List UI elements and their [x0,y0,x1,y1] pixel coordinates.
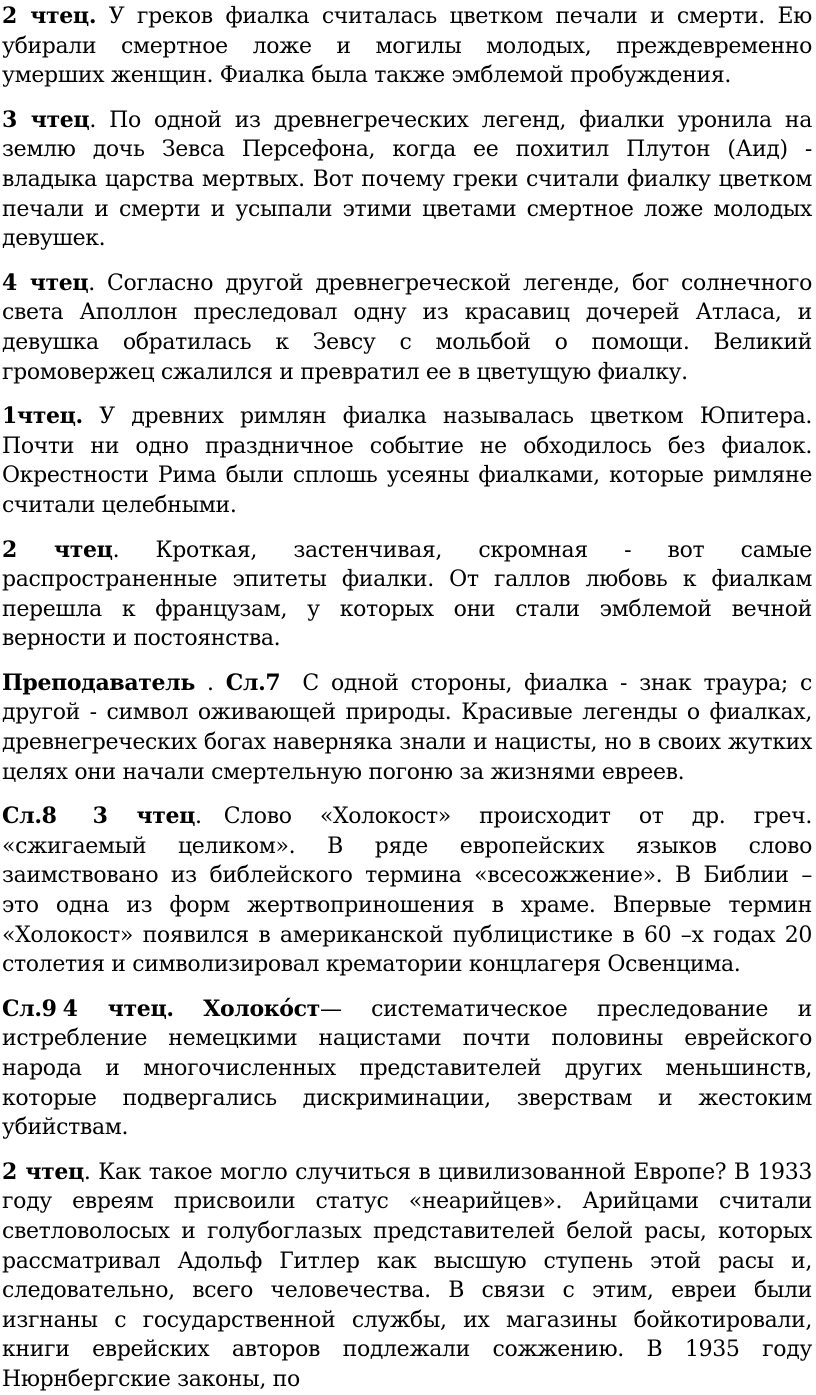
paragraph-reader-2-epithets [2,536,812,654]
term-label: Холоко́ст [203,995,320,1022]
slide-label: Сл.8 [2,803,57,830]
paragraph-text: — систематическое преследование и истребление немецкими нацистами почти половины еврейского народа и многочисленных представителей других меньшинств, которые подвергались дискриминации, зверствам и жестоким убийствам. [2,996,812,1141]
speaker-label: 2 чтец. [2,3,97,29]
paragraph-text: С одной стороны, фиалка - знак траура; с другой - символ оживающей природы. Красивые легенды о фиалках, древнегреческих богах наверняка знали и нацисты, но в своих жутких целях они начали смертельную погоню за жизнями евреев. [2,670,812,785]
paragraph-text: Слово «Холокост» происходит от др. греч. «сжигаемый целиком». В ряде европейских языков слово заимствовано из библейского термина «всесожжение». В Библии – это одна из форм жертвоприношения в храме. Впервые термин «Холокост» появился в американской публицистике в 60 –х годах 20 столетия и символизировал крематории концлагеря Освенцима. [2,804,812,978]
paragraph-text: . Кроткая, застенчивая, скромная - вот самые распространенные эпитеты фиалки. От галлов любовь к фиалкам перешла к французам, у которых они стали эмблемой вечной верности и постоянства. [2,537,812,652]
slide-label: Сл.9 [2,995,57,1022]
paragraph-text: . Как такое могло случиться в цивилизованной Европе? В 1933 году евреям присвоили статус «неарийцев». Арийцами считали светловолосых и голубоглазых представителей белой расы, которых рассматривал Адольф Гитлер как высшую ступень этой расы и, следовательно, всего человечества. В связи с этим, евреи были изгнаны с государственной службы, их магазины бойкотировали, книги еврейских авторов подлежали сожжению. В 1935 году Нюрнбергские законы, по [2,1159,812,1392]
speaker-label: 1чтец. [2,403,83,430]
paragraph-teacher-slide-7 [2,669,812,787]
speaker-label: 2 чтец [2,1158,84,1185]
paragraph-reader-3 [2,106,812,254]
paragraph-text: . Согласно другой древнегреческой легенде, бог солнечного света Аполлон преследовал одну из красавиц дочерей Атласа, и девушка обратилась к Зевсу с мольбой о помощи. Великий громовержец сжалился и превратил ее в цветущую фиалку. [2,270,812,385]
paragraph-reader-2-europe [2,1158,812,1395]
paragraph-text: У греков фиалка считалась цветком печали и смерти. Ею убирали смертное ложе и могилы молодых, преждевременно умерших женщин. Фиалка была также эмблемой пробуждения. [2,4,812,89]
speaker-label: 2 чтец [2,536,113,563]
speaker-label: 3 чтец [92,803,196,830]
speaker-label: Преподаватель [2,669,195,696]
paragraph-reader-4 [2,269,812,387]
paragraph-reader-1 [2,402,812,520]
paragraph-text: У древних римлян фиалка называлась цветком Юпитера. Почти ни одно праздничное событие не обходилось без фиалок. Окрестности Рима были сплошь усеяны фиалками, которые римляне считали целебными. [2,404,812,518]
paragraph-text: . По одной из древнегреческих легенд, фиалки уронила на землю дочь Зевса Персефона, когда ее похитил Плутон (Аид) - владыка царства мертвых. Вот почему греки считали фиалку цветком печали и смерти и усыпали этими цветами смертное ложе молодых девушек. [2,107,813,252]
speaker-label: 4 чтец. [62,995,174,1022]
speaker-separator: . [195,804,202,830]
speaker-label: 3 чтец [2,106,90,133]
paragraph-slide-9 [2,995,812,1143]
paragraph-reader-2 [2,2,812,91]
paragraph-slide-8 [2,802,812,980]
speaker-separator: . [194,670,226,696]
slide-label: Сл.7 [225,669,281,696]
speaker-label: 4 чтец [2,269,89,296]
